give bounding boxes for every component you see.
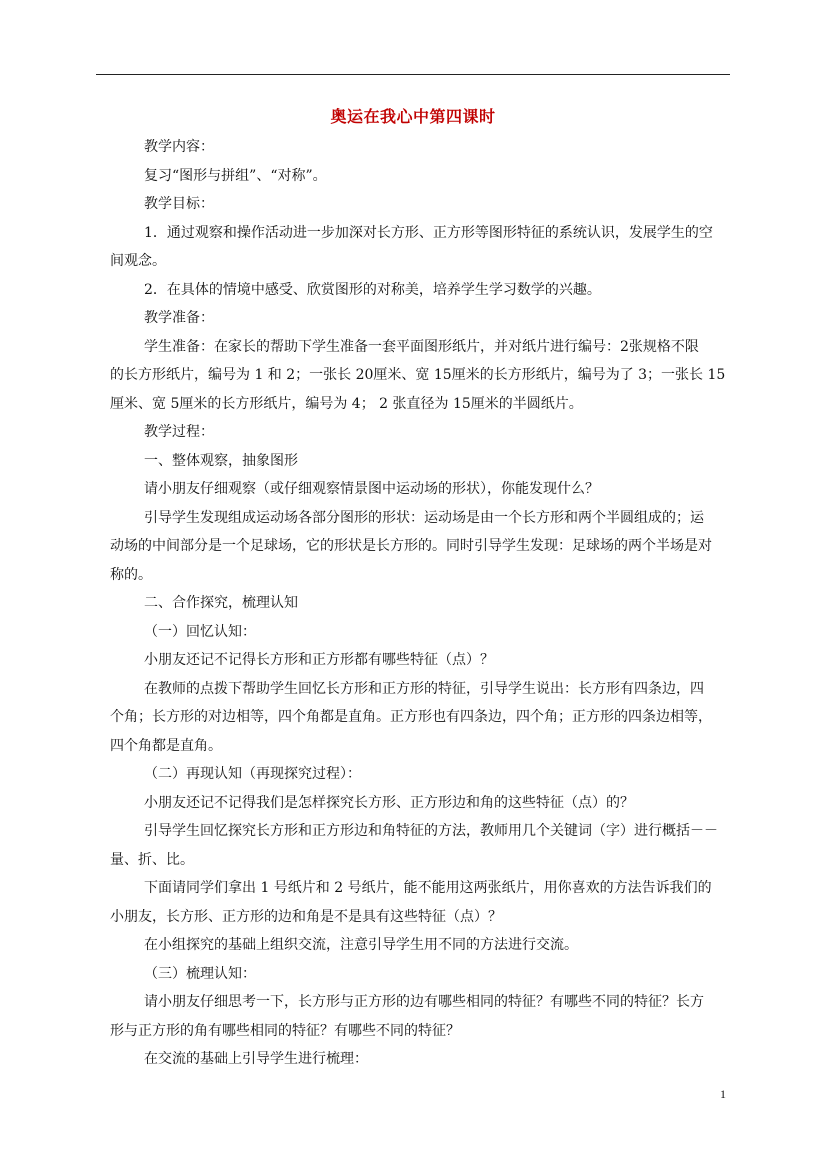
text-line: 小朋友，长方形、正方形的边和角是不是具有这些特征（点）？ [110, 909, 502, 925]
text-line: 教学目标： [144, 196, 214, 212]
text-line: 复习“图形与拼组”、“对称”。 [144, 168, 327, 184]
text-line: 1．通过观察和操作活动进一步加深对长方形、正方形等图形特征的系统认识，发展学生的空 [144, 225, 713, 241]
text-line: 请小朋友仔细思考一下，长方形与正方形的边有哪些相同的特征？有哪些不同的特征？长方 [144, 994, 704, 1010]
subsection-heading: （三）梳理认知： [144, 966, 256, 982]
text-line: 小朋友还记不记得长方形和正方形都有哪些特征（点）？ [144, 652, 494, 668]
section-heading: 二、合作探究，梳理认知 [144, 595, 298, 611]
text-line: 教学过程： [144, 424, 214, 440]
text-line: 教学准备： [144, 310, 214, 326]
text-line: 动场的中间部分是一个足球场，它的形状是长方形的。同时引导学生发现：足球场的两个半场是对 [110, 538, 712, 554]
header-rule [96, 74, 730, 75]
text-line: 引导学生发现组成运动场各部分图形的形状：运动场是由一个长方形和两个半圆组成的；运 [144, 510, 704, 526]
text-line: 在交流的基础上引导学生进行梳理： [144, 1051, 368, 1067]
text-line: 2．在具体的情境中感受、欣赏图形的对称美，培养学生学习数学的兴趣。 [144, 282, 601, 298]
document-title: 奥运在我心中第四课时 [330, 107, 496, 126]
section-heading: 一、整体观察，抽象图形 [144, 453, 298, 469]
subsection-heading: （一）回忆认知： [144, 624, 256, 640]
text-line: 厘米、宽 5厘米的长方形纸片，编号为 4； 2 张直径为 15厘米的半圆纸片。 [110, 396, 583, 412]
text-line: 引导学生回忆探究长方形和正方形边和角特征的方法，教师用几个关键词（字）进行概括－－ [144, 823, 718, 839]
text-line: 教学内容： [144, 139, 214, 155]
text-line: 四个角都是直角。 [110, 738, 222, 754]
text-line: 称的。 [110, 567, 152, 583]
text-line: 请小朋友仔细观察（或仔细观察情景图中运动场的形状），你能发现什么？ [144, 481, 599, 497]
subsection-heading: （二）再现认知（再现探究过程）： [144, 766, 361, 782]
text-line: 间观念。 [110, 253, 166, 269]
page-number: 1 [720, 1087, 726, 1101]
text-line: 形与正方形的角有哪些相同的特征？有哪些不同的特征？ [110, 1023, 460, 1039]
text-line: 小朋友还记不记得我们是怎样探究长方形、正方形边和角的这些特征（点）的？ [144, 795, 634, 811]
text-line: 量、折、比。 [110, 852, 194, 868]
text-line: 的长方形纸片，编号为 1 和 2；一张长 20厘米、宽 15厘米的长方形纸片，编号为了 3；一张长 15 [110, 367, 726, 383]
text-line: 个角；长方形的对边相等，四个角都是直角。正方形也有四条边，四个角；正方形的四条边相等， [110, 709, 712, 725]
text-line: 学生准备：在家长的帮助下学生准备一套平面图形纸片，并对纸片进行编号：2张规格不限 [144, 339, 699, 355]
text-line: 下面请同学们拿出 1 号纸片和 2 号纸片，能不能用这两张纸片，用你喜欢的方法告诉我们的 [144, 880, 712, 896]
text-line: 在教师的点拨下帮助学生回忆长方形和正方形的特征，引导学生说出：长方形有四条边，四 [144, 681, 704, 697]
text-line: 在小组探究的基础上组织交流，注意引导学生用不同的方法进行交流。 [144, 937, 578, 953]
